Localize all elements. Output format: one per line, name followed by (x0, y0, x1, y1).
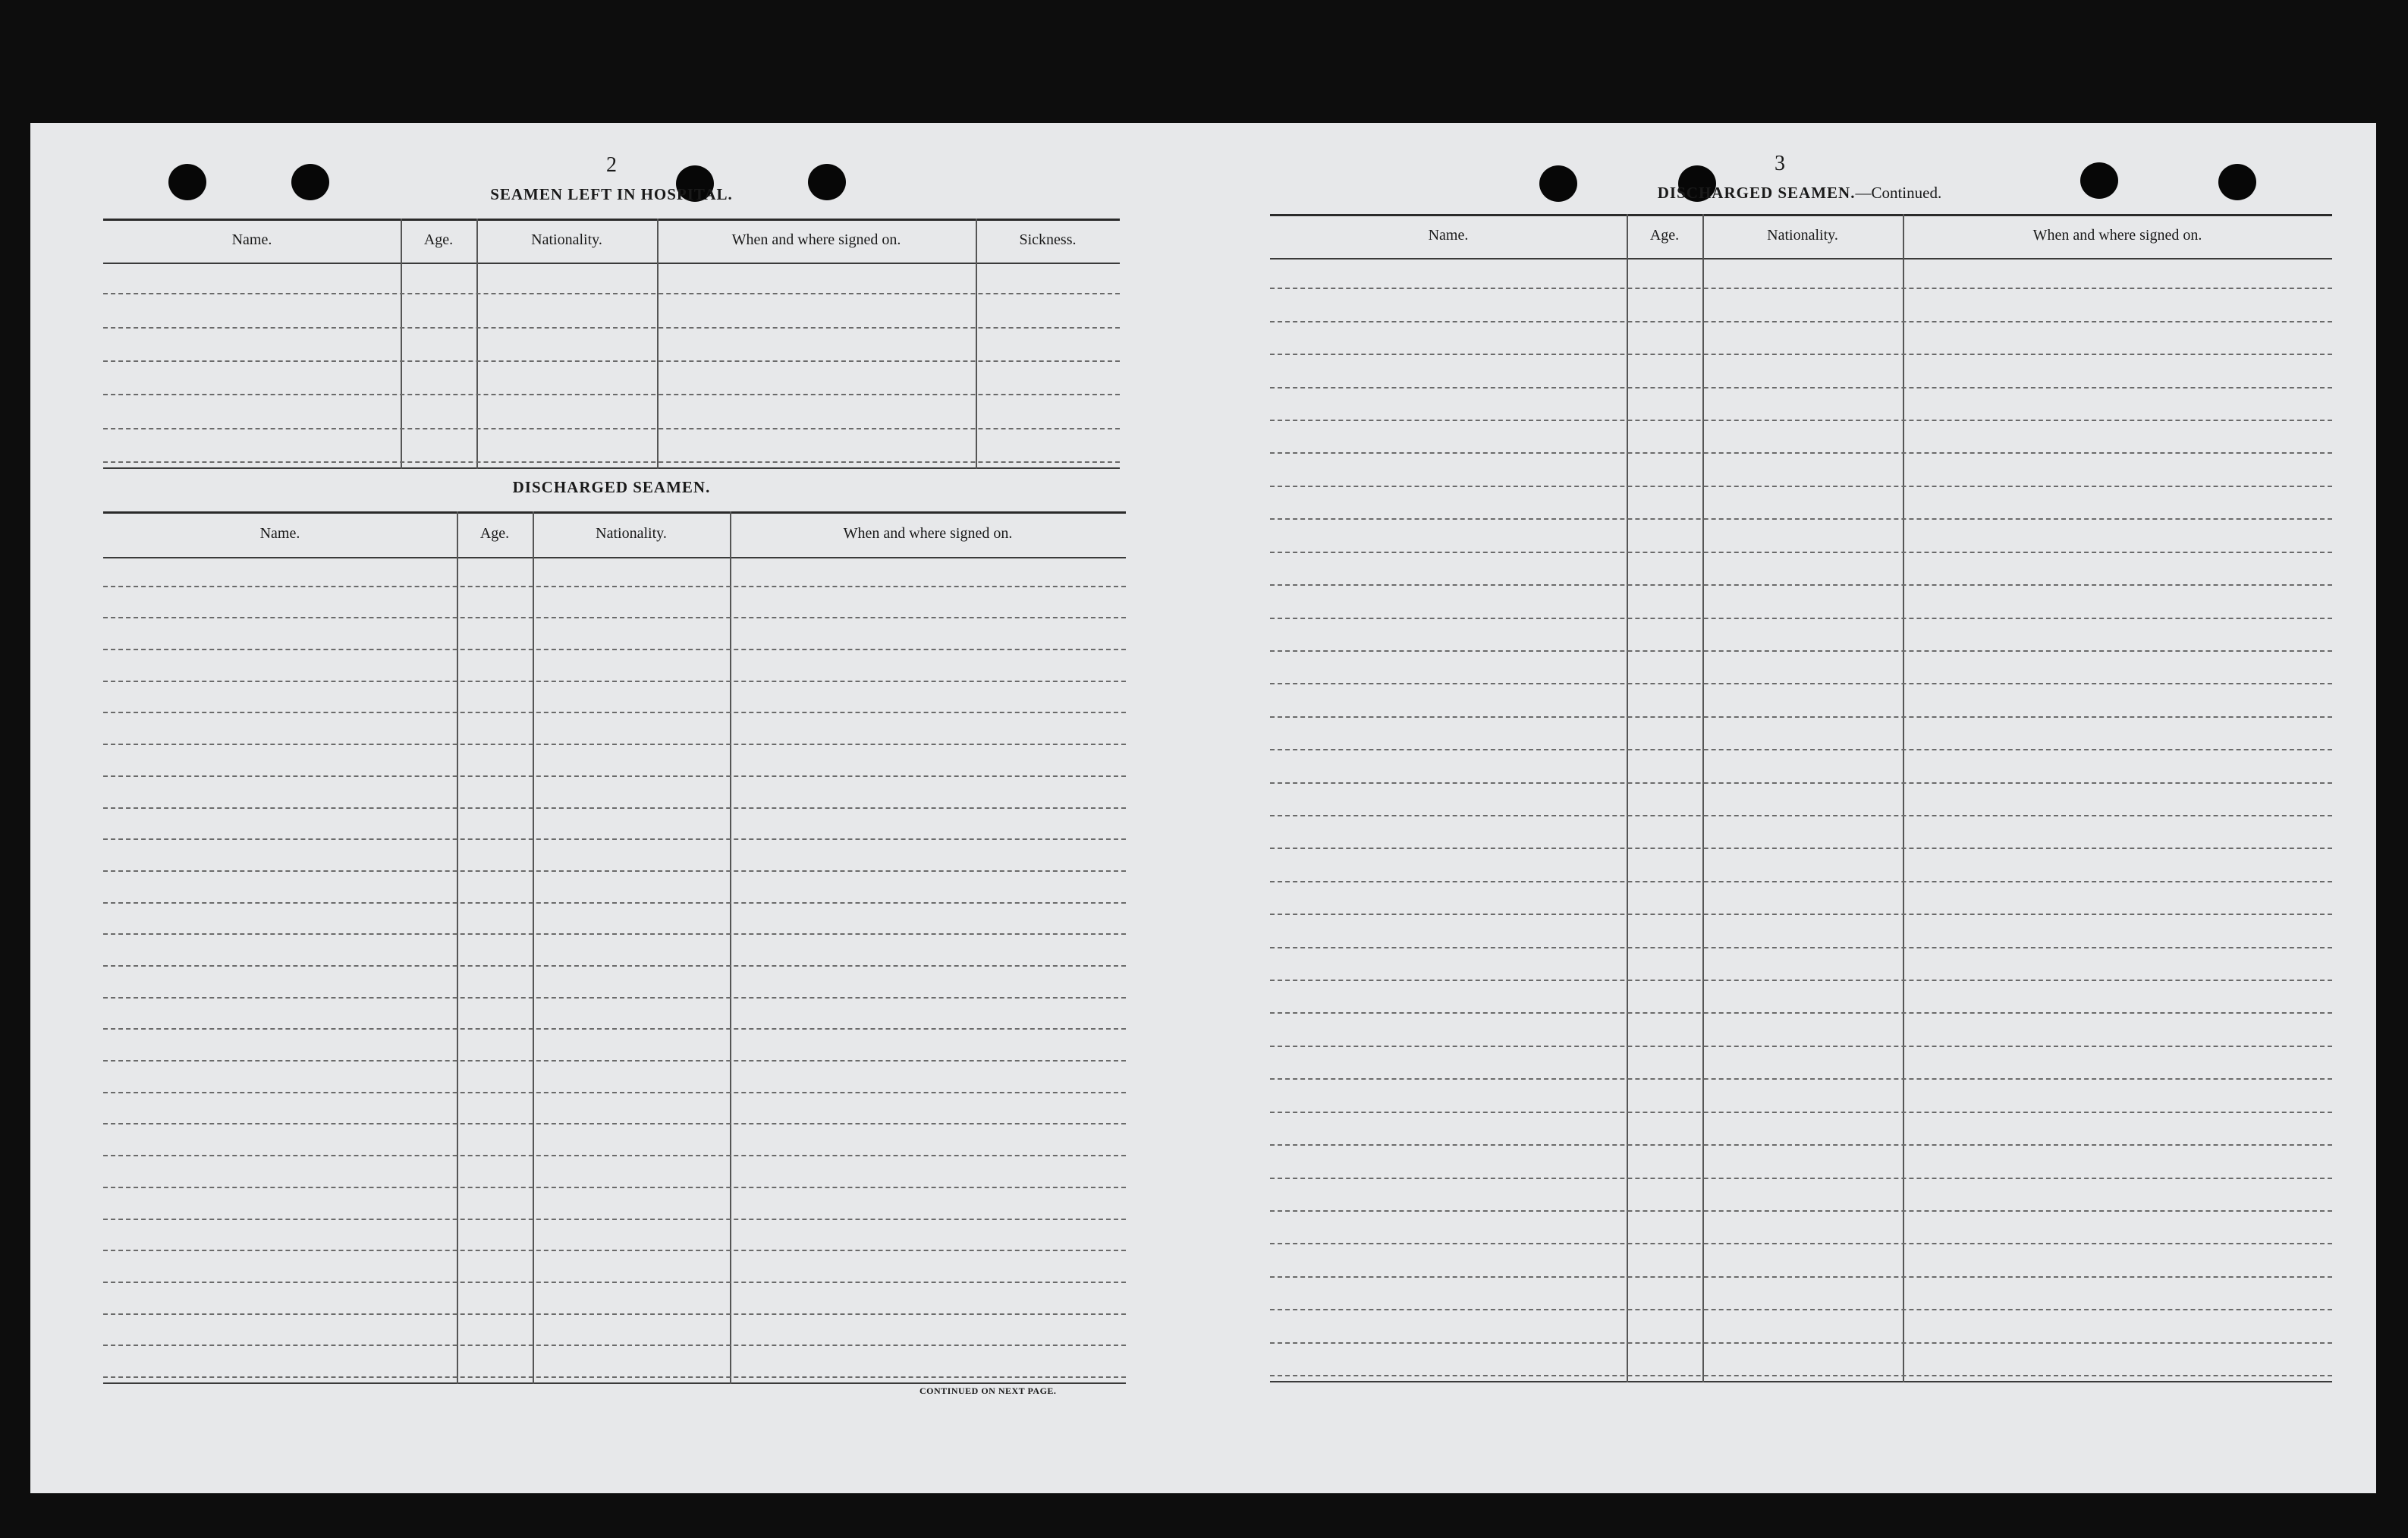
row-line (1270, 486, 2332, 487)
row-line (103, 586, 1126, 587)
column-divider (976, 219, 977, 469)
column-divider (533, 511, 534, 1384)
row-line (103, 807, 1126, 809)
table-top-rule (103, 219, 1120, 221)
row-line (103, 649, 1126, 650)
hospital-table (103, 219, 1120, 469)
header-rule (1270, 258, 2332, 259)
row-line (103, 1282, 1126, 1283)
punch-hole (1539, 165, 1577, 202)
row-line (103, 1187, 1126, 1188)
column-header: When and where signed on. (2032, 227, 2202, 244)
header-rule (103, 263, 1120, 264)
discharged-continued-suffix: —Continued. (1855, 184, 1942, 202)
column-header: Age. (1649, 227, 1680, 244)
column-divider (1903, 214, 1904, 1382)
row-line (1270, 354, 2332, 355)
row-line (103, 461, 1120, 463)
punch-hole (2218, 164, 2256, 200)
row-line (1270, 881, 2332, 882)
row-line (1270, 1342, 2332, 1344)
row-line (1270, 749, 2332, 750)
row-line (1270, 1078, 2332, 1080)
row-line (103, 1219, 1126, 1220)
row-line (103, 997, 1126, 999)
row-line (1270, 288, 2332, 289)
row-line (1270, 914, 2332, 915)
row-line (1270, 947, 2332, 948)
column-divider (1627, 214, 1628, 1382)
row-line (1270, 1243, 2332, 1244)
row-line (103, 681, 1126, 682)
discharged-continued-title (1617, 184, 1982, 203)
column-header: Name. (1428, 227, 1469, 244)
row-line (1270, 1012, 2332, 1014)
row-line (103, 1155, 1126, 1156)
row-line (1270, 782, 2332, 784)
column-divider (401, 219, 402, 469)
row-line (103, 870, 1126, 872)
row-line (103, 617, 1126, 618)
row-line (1270, 1276, 2332, 1278)
column-header: Name. (259, 525, 300, 542)
row-line (1270, 815, 2332, 816)
row-line (1270, 452, 2332, 454)
discharged-table (103, 511, 1126, 1384)
table-bottom-rule (1270, 1381, 2332, 1382)
row-line (1270, 1178, 2332, 1179)
table-top-rule (103, 511, 1126, 514)
row-line (1270, 1309, 2332, 1310)
row-line (103, 327, 1120, 329)
row-line (1270, 716, 2332, 718)
discharged-continued-main: DISCHARGED SEAMEN. (1657, 184, 1856, 202)
row-line (103, 1250, 1126, 1251)
ledger-sheet (30, 123, 2376, 1493)
row-line (103, 428, 1120, 429)
column-divider (657, 219, 659, 469)
row-line (1270, 1144, 2332, 1146)
continued-note: CONTINUED ON NEXT PAGE. (920, 1385, 1057, 1396)
table-top-rule (1270, 214, 2332, 216)
row-line (103, 902, 1126, 904)
column-header: Nationality. (1767, 227, 1838, 244)
column-header: Age. (423, 231, 454, 248)
page-number-right: 3 (1775, 152, 1785, 175)
row-line (103, 1313, 1126, 1315)
row-line (103, 1060, 1126, 1062)
row-line (1270, 848, 2332, 849)
row-line (1270, 518, 2332, 520)
column-header: Nationality. (531, 231, 602, 248)
punch-hole (291, 164, 329, 200)
punch-hole (168, 164, 206, 200)
row-line (1270, 980, 2332, 981)
table-bottom-rule (103, 1382, 1126, 1384)
row-line (103, 1345, 1126, 1346)
column-divider (476, 219, 478, 469)
row-line (1270, 584, 2332, 586)
row-line (103, 293, 1120, 294)
row-line (1270, 683, 2332, 684)
row-line (103, 775, 1126, 777)
row-line (103, 1376, 1126, 1378)
row-line (1270, 420, 2332, 421)
punch-hole (808, 164, 846, 200)
row-line (103, 838, 1126, 840)
column-header: Name. (231, 231, 272, 248)
table-bottom-rule (103, 467, 1120, 469)
row-line (1270, 1375, 2332, 1376)
row-line (1270, 321, 2332, 322)
row-line (1270, 552, 2332, 553)
column-header: When and where signed on. (843, 525, 1013, 542)
row-line (103, 744, 1126, 745)
row-line (103, 360, 1120, 362)
row-line (1270, 650, 2332, 652)
row-line (1270, 618, 2332, 619)
row-line (103, 1092, 1126, 1093)
discharged-continued-table (1270, 214, 2332, 1382)
column-header: When and where signed on. (731, 231, 901, 248)
row-line (103, 965, 1126, 967)
row-line (103, 933, 1126, 935)
row-line (103, 394, 1120, 395)
column-divider (730, 511, 731, 1384)
row-line (103, 712, 1126, 713)
column-header: Sickness. (1019, 231, 1077, 248)
hospital-section-title: SEAMEN LEFT IN HOSPITAL. (490, 185, 733, 203)
column-header: Nationality. (596, 525, 667, 542)
header-rule (103, 557, 1126, 558)
row-line (1270, 387, 2332, 388)
column-divider (1702, 214, 1704, 1382)
page-number-left: 2 (606, 153, 617, 177)
column-divider (457, 511, 458, 1384)
row-line (1270, 1112, 2332, 1113)
column-header: Age. (479, 525, 510, 542)
row-line (1270, 1046, 2332, 1047)
row-line (103, 1123, 1126, 1124)
discharged-section-title: DISCHARGED SEAMEN. (512, 478, 711, 496)
row-line (103, 1028, 1126, 1030)
punch-hole (2080, 162, 2118, 199)
row-line (1270, 1210, 2332, 1212)
